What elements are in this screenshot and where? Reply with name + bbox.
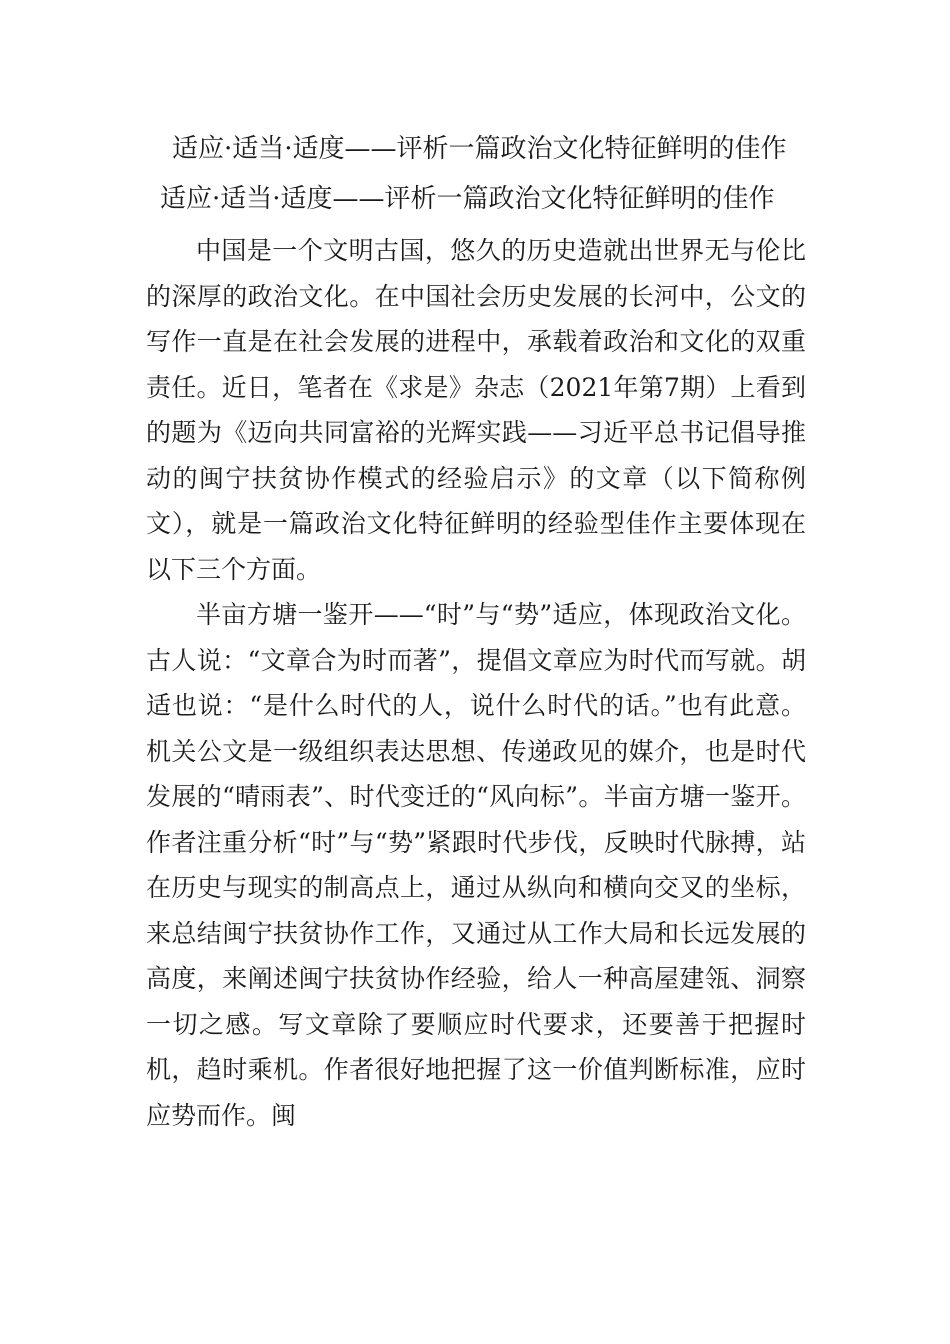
document-body <box>146 228 806 1138</box>
paragraph-section-one: 半亩方塘一鉴开——“时”与“势”适应，体现政治文化。古人说：“文章合为时而著”，提倡文章应为时代而写就。胡适也说：“是什么时代的人，说什么时代的话。”也有此意。机关公文是一级组织表达思想、传递政见的媒介，也是时代发展的“晴雨表”、时代变迁的“风向标”。半亩方塘一鉴开。作者注重分析“时”与“势”紧跟时代步伐，反映时代脉搏，站在历史与现实的制高点上，通过从纵向和横向交叉的坐标，来总结闽宁扶贫协作工作，又通过从工作大局和长远发展的高度，来阐述闽宁扶贫协作经验，给人一种高屋建瓴、洞察一切之感。写文章除了要顺应时代要求，还要善于把握时机，趋时乘机。作者很好地把握了这一价值判断标准，应时应势而作。闽 <box>146 600 806 1130</box>
document-title-repeat: 适应·适当·适度——评析一篇政治文化特征鲜明的佳作 <box>160 184 775 214</box>
paragraph-intro: 中国是一个文明古国，悠久的历史造就出世界无与伦比的深厚的政治文化。在中国社会历史发展的长河中，公文的写作一直是在社会发展的进程中，承载着政治和文化的双重责任。近日，笔者在《求是》杂志（2021年第7期）上看到的题为《迈向共同富裕的光辉实践——习近平总书记倡导推动的闽宁扶贫协作模式的经验启示》的文章（以下简称例文），就是一篇政治文化特征鲜明的经验型佳作主要体现在以下三个方面。 <box>146 236 806 584</box>
document-title: 适应·适当·适度——评析一篇政治文化特征鲜明的佳作 <box>172 134 787 164</box>
